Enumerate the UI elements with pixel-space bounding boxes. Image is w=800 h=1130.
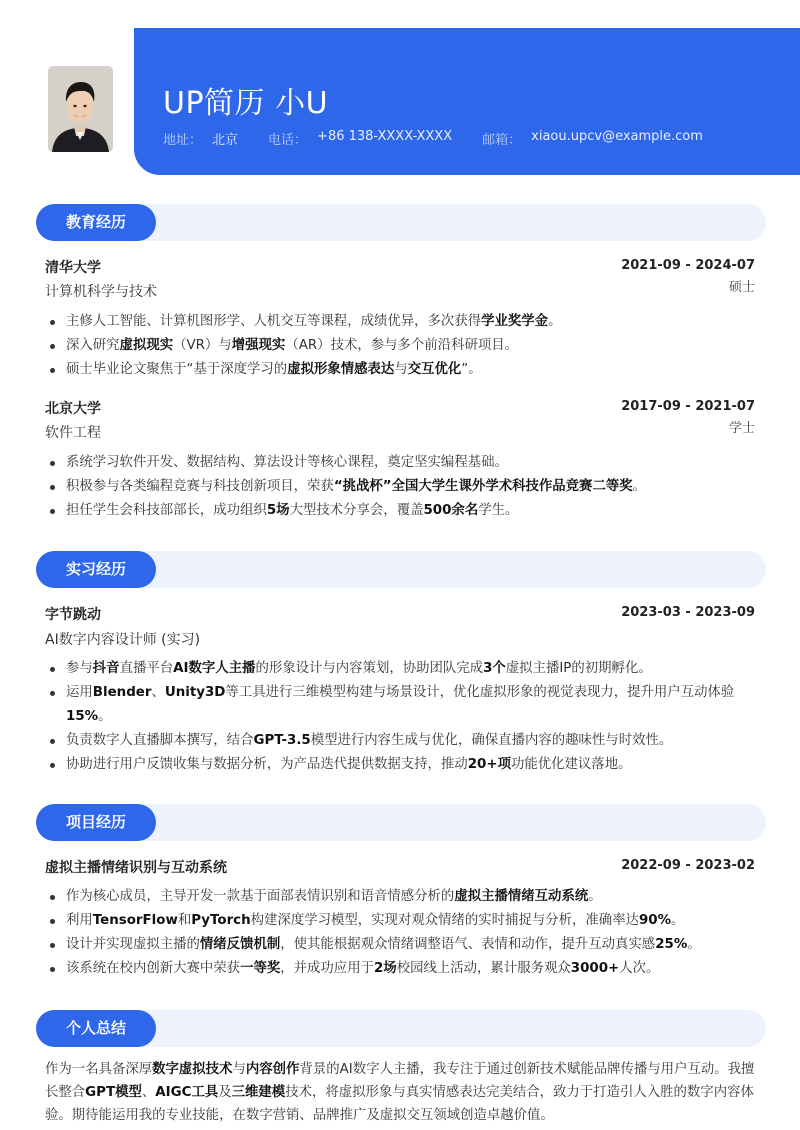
- bullet-item: [48, 909, 760, 933]
- bullet-item: [48, 729, 760, 753]
- highlight-text: 数字虚拟技术: [152, 1062, 233, 1077]
- highlight-text: 3个: [483, 661, 506, 676]
- text-segment: 功能优化建议落地。: [510, 757, 632, 772]
- school-name: 清华大学: [45, 260, 101, 276]
- summary-section-header: [36, 1010, 766, 1047]
- text-segment: ，并成功应用于: [280, 961, 374, 976]
- summary-section-title: 个人总结: [36, 1010, 156, 1047]
- project-bullets: [48, 885, 760, 981]
- avatar-portrait-icon: [48, 66, 113, 152]
- text-segment: 系统学习软件开发、数据结构、算法设计等核心课程，奠定坚实编程基础。: [66, 455, 508, 470]
- text-segment: ，使其能根据观众情绪调整语气、表情和动作，提升互动真实感: [280, 937, 656, 952]
- education-bullets: [48, 310, 760, 382]
- highlight-text: 虚拟主播情绪互动系统: [454, 889, 589, 904]
- highlight-text: PyTorch: [191, 913, 251, 928]
- highlight-text: 15%: [66, 709, 99, 724]
- internship-role: AI数字内容设计师 (实习): [45, 632, 201, 648]
- text-segment: ”。: [461, 362, 482, 377]
- highlight-text: “挑战杯”全国大学生课外学术科技作品竞赛二等奖: [333, 479, 633, 494]
- highlight-text: GPT模型: [85, 1085, 142, 1100]
- text-segment: 担任学生会科技部部长，成功组织: [66, 503, 267, 518]
- highlight-text: AIGC工具: [155, 1085, 219, 1100]
- degree: 硕士: [728, 280, 755, 295]
- text-segment: 该系统在校内创新大赛中荣获: [66, 961, 241, 976]
- text-segment: 技术，将虚拟形象与真实情感表达完美结合，致力于打造引人入胜的数字内容体验。期待能运用我的专业技能，在数字营销、品牌推广及虚拟交互领域创造卓越价值。: [45, 1085, 754, 1123]
- text-segment: 作为一名具备深厚: [45, 1062, 153, 1077]
- text-segment: 参与: [66, 661, 93, 676]
- project-section-title: 项目经历: [36, 804, 156, 841]
- bullet-item: [48, 358, 760, 382]
- text-segment: 与: [394, 362, 408, 377]
- text-segment: 等工具进行三维模型构建与场景设计，优化虚拟形象的视觉表现力，提升用户互动体验: [225, 685, 735, 700]
- phone-value: +86 138-XXXX-XXXX: [317, 129, 453, 144]
- email-value: xiaou.upcv@example.com: [531, 129, 703, 144]
- bullet-item: [48, 885, 760, 909]
- contact-phone: [268, 129, 452, 148]
- candidate-name: UP简历 小U: [163, 86, 329, 121]
- contact-info: [163, 129, 733, 148]
- education-bullets: [48, 451, 760, 523]
- project-name: 虚拟主播情绪识别与互动系统: [45, 860, 227, 876]
- major-name: 计算机科学与技术: [45, 284, 157, 300]
- internship-bullets: [48, 657, 760, 777]
- text-segment: 协助进行用户反馈收集与数据分析，为产品迭代提供数据支持，推动: [66, 757, 468, 772]
- text-segment: 校园线上活动，累计服务观众: [396, 961, 571, 976]
- company-name: 字节跳动: [45, 607, 101, 623]
- highlight-text: 交互优化: [407, 362, 462, 377]
- text-segment: 。: [671, 913, 685, 928]
- highlight-text: 抖音: [92, 661, 120, 676]
- highlight-text: 学业奖学金: [481, 314, 549, 329]
- contact-address: [163, 129, 238, 148]
- text-segment: 作为核心成员，主导开发一款基于面部表情识别和语音情感分析的: [66, 889, 455, 904]
- text-segment: 的形象设计与内容策划，协助团队完成: [255, 661, 484, 676]
- bullet-item: [48, 933, 760, 957]
- text-segment: 设计并实现虚拟主播的: [66, 937, 200, 952]
- text-segment: 负责数字人直播脚本撰写，结合: [66, 733, 254, 748]
- highlight-text: 20+项: [467, 757, 511, 772]
- highlight-text: 3000+: [570, 961, 620, 976]
- text-segment: 和: [177, 913, 192, 928]
- project-date: 2022-09 - 2023-02: [621, 858, 755, 873]
- text-segment: 。: [588, 889, 602, 904]
- bullet-item: [48, 657, 760, 681]
- text-segment: 主修人工智能、计算机图形学、人机交互等课程，成绩优异，多次获得: [66, 314, 482, 329]
- text-segment: 运用: [66, 685, 93, 700]
- school-name: 北京大学: [45, 401, 101, 417]
- highlight-text: 一等奖: [240, 961, 281, 976]
- summary-text: [45, 1058, 757, 1127]
- highlight-text: Blender: [92, 685, 152, 700]
- bullet-item: [48, 957, 760, 981]
- text-segment: 。: [687, 937, 701, 952]
- highlight-text: 2场: [373, 961, 397, 976]
- highlight-text: 虚拟形象情感表达: [287, 362, 395, 377]
- text-segment: 直播平台: [119, 661, 174, 676]
- email-label: 邮箱：: [482, 133, 522, 148]
- text-segment: 背景的AI数字人主播，我专注于通过创新技术赋能品牌传播与用户互动。我擅长整合: [45, 1062, 755, 1100]
- text-segment: 积极参与各类编程竞赛与科技创新项目，荣获: [66, 479, 334, 494]
- text-segment: 虚拟主播IP的初期孵化。: [505, 661, 652, 676]
- bullet-item: [48, 681, 760, 729]
- highlight-text: AI数字人主播: [173, 661, 256, 676]
- bullet-item: [48, 499, 760, 523]
- highlight-text: 增强现实: [231, 338, 286, 353]
- internship-date: 2023-03 - 2023-09: [621, 605, 755, 620]
- highlight-text: 90%: [638, 913, 672, 928]
- bullet-item: [48, 475, 760, 499]
- text-segment: 、: [141, 1085, 156, 1100]
- address-value: 北京: [212, 133, 239, 148]
- address-label: 地址：: [163, 133, 203, 148]
- text-segment: 大型技术分享会，覆盖: [289, 503, 424, 518]
- education-date: 2017-09 - 2021-07: [621, 399, 755, 414]
- text-segment: 。: [632, 479, 647, 494]
- text-segment: 硕士毕业论文聚焦于“基于深度学习的: [66, 362, 288, 377]
- text-segment: 构建深度学习模型，实现对观众情绪的实时捕捉与分析，准确率达: [250, 913, 639, 928]
- text-segment: （VR）与: [173, 338, 232, 353]
- highlight-text: 三维建模: [231, 1085, 286, 1100]
- text-segment: 。: [548, 314, 562, 329]
- phone-label: 电话：: [268, 133, 308, 148]
- text-segment: 人次。: [619, 961, 660, 976]
- bullet-item: [48, 753, 760, 777]
- education-section-title: 教育经历: [36, 204, 156, 241]
- bullet-item: [48, 310, 760, 334]
- text-segment: 。: [98, 709, 112, 724]
- education-date: 2021-09 - 2024-07: [621, 258, 755, 273]
- internship-section-header: [36, 551, 766, 588]
- degree: 学士: [728, 421, 755, 436]
- text-segment: 、: [151, 685, 165, 700]
- highlight-text: 内容创作: [245, 1062, 300, 1077]
- bullet-item: [48, 334, 760, 358]
- major-name: 软件工程: [45, 425, 101, 441]
- profile-photo: [48, 66, 113, 152]
- highlight-text: 情绪反馈机制: [199, 937, 281, 952]
- highlight-text: GPT-3.5: [253, 733, 311, 748]
- text-segment: （AR）技术，参与多个前沿科研项目。: [285, 338, 519, 353]
- contact-email: [482, 129, 703, 148]
- highlight-text: 500余名: [423, 503, 479, 518]
- text-segment: 模型进行内容生成与优化，确保直播内容的趣味性与时效性。: [310, 733, 673, 748]
- text-segment: 与: [232, 1062, 246, 1077]
- highlight-text: Unity3D: [164, 685, 226, 700]
- text-segment: 深入研究: [66, 338, 120, 353]
- text-segment: 利用: [66, 913, 93, 928]
- text-segment: 学生。: [478, 503, 519, 518]
- bullet-item: [48, 451, 760, 475]
- highlight-text: 25%: [655, 937, 688, 952]
- highlight-text: TensorFlow: [92, 913, 178, 928]
- project-section-header: [36, 804, 766, 841]
- highlight-text: 虚拟现实: [119, 338, 174, 353]
- highlight-text: 5场: [266, 503, 290, 518]
- internship-section-title: 实习经历: [36, 551, 156, 588]
- text-segment: 及: [218, 1085, 232, 1100]
- education-section-header: [36, 204, 766, 241]
